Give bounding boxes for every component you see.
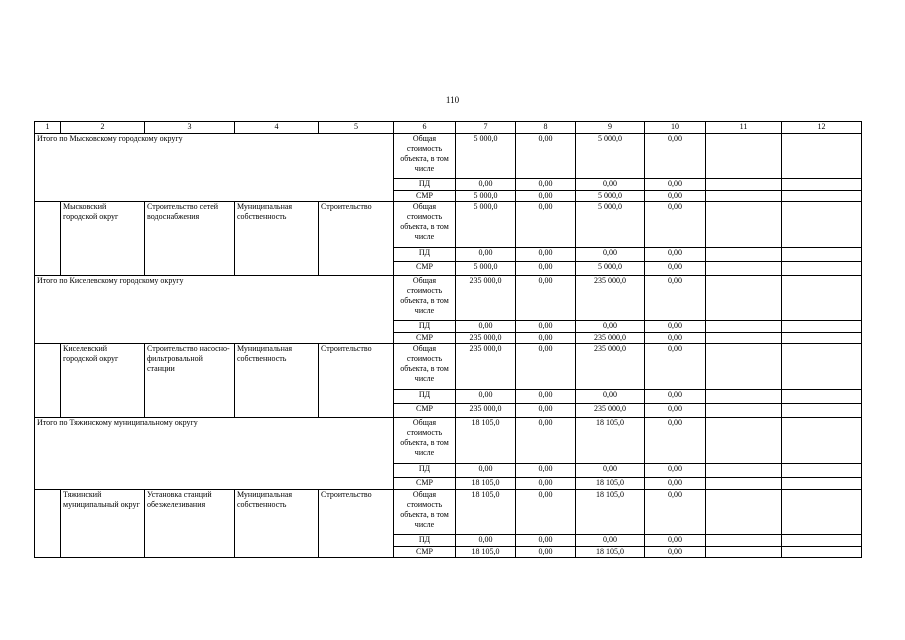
cost-type-cell: ПД: [394, 535, 456, 547]
value-col12: [782, 191, 862, 202]
value-col9: 5 000,0: [576, 191, 645, 202]
value-col12: [782, 333, 862, 344]
value-col11: [706, 333, 782, 344]
value-col7: 5 000,0: [456, 262, 516, 276]
cost-type-cell: СМР: [394, 547, 456, 558]
value-col11: [706, 321, 782, 333]
ownership-cell: Муниципальная собственность: [235, 202, 319, 276]
value-col10: 0,00: [645, 547, 706, 558]
row-index-cell: [35, 344, 61, 418]
column-number: 2: [61, 122, 145, 134]
value-col8: 0,00: [516, 321, 576, 333]
value-col12: [782, 390, 862, 404]
value-col8: 0,00: [516, 404, 576, 418]
value-col10: 0,00: [645, 333, 706, 344]
work-type-cell: Строительство: [319, 344, 394, 418]
cost-type-cell: СМР: [394, 404, 456, 418]
value-col8: 0,00: [516, 418, 576, 464]
cost-type-cell: ПД: [394, 321, 456, 333]
value-col7: 235 000,0: [456, 404, 516, 418]
cost-type-cell: ПД: [394, 179, 456, 191]
value-col7: 235 000,0: [456, 344, 516, 390]
row-index-cell: [35, 202, 61, 276]
value-col9: 18 105,0: [576, 490, 645, 535]
value-col12: [782, 478, 862, 490]
value-col9: 0,00: [576, 248, 645, 262]
value-col9: 235 000,0: [576, 333, 645, 344]
cost-type-cell: Общая стоимость объекта, в том числе: [394, 490, 456, 535]
value-col12: [782, 276, 862, 321]
value-col12: [782, 344, 862, 390]
value-col10: 0,00: [645, 404, 706, 418]
value-col12: [782, 262, 862, 276]
value-col11: [706, 248, 782, 262]
column-number: 3: [145, 122, 235, 134]
value-col9: 0,00: [576, 321, 645, 333]
value-col10: 0,00: [645, 390, 706, 404]
total-label: Итого по Киселевскому городскому округу: [35, 276, 394, 344]
table-body: [35, 122, 862, 558]
row-index-cell: [35, 490, 61, 558]
column-number: 8: [516, 122, 576, 134]
value-col7: 0,00: [456, 321, 516, 333]
value-col12: [782, 404, 862, 418]
value-col10: 0,00: [645, 464, 706, 478]
value-col8: 0,00: [516, 276, 576, 321]
value-col8: 0,00: [516, 478, 576, 490]
value-col11: [706, 276, 782, 321]
value-col10: 0,00: [645, 478, 706, 490]
value-col11: [706, 478, 782, 490]
value-col8: 0,00: [516, 248, 576, 262]
value-col9: 5 000,0: [576, 262, 645, 276]
value-col10: 0,00: [645, 418, 706, 464]
object-cell: Установка станций обезжелезивания: [145, 490, 235, 558]
object-cell: Строительство сетей водоснабжения: [145, 202, 235, 276]
cost-type-cell: Общая стоимость объекта, в том числе: [394, 134, 456, 179]
page-number: 110: [445, 95, 460, 105]
value-col7: 5 000,0: [456, 134, 516, 179]
column-number: 1: [35, 122, 61, 134]
column-number: 5: [319, 122, 394, 134]
value-col11: [706, 404, 782, 418]
value-col10: 0,00: [645, 262, 706, 276]
value-col9: 5 000,0: [576, 134, 645, 179]
value-col7: 0,00: [456, 535, 516, 547]
ownership-cell: Муниципальная собственность: [235, 344, 319, 418]
value-col11: [706, 547, 782, 558]
value-col8: 0,00: [516, 535, 576, 547]
cost-type-cell: СМР: [394, 191, 456, 202]
value-col7: 0,00: [456, 248, 516, 262]
value-col9: 0,00: [576, 464, 645, 478]
detail-row: [35, 202, 862, 248]
cost-type-cell: СМР: [394, 262, 456, 276]
value-col9: 235 000,0: [576, 404, 645, 418]
value-col11: [706, 191, 782, 202]
column-number: 6: [394, 122, 456, 134]
value-col7: 0,00: [456, 390, 516, 404]
value-col9: 18 105,0: [576, 478, 645, 490]
value-col11: [706, 490, 782, 535]
value-col10: 0,00: [645, 248, 706, 262]
value-col11: [706, 262, 782, 276]
work-type-cell: Строительство: [319, 202, 394, 276]
value-col7: 18 105,0: [456, 490, 516, 535]
cost-type-cell: СМР: [394, 333, 456, 344]
value-col10: 0,00: [645, 321, 706, 333]
value-col8: 0,00: [516, 464, 576, 478]
municipality-cell: Киселевский городской округ: [61, 344, 145, 418]
value-col8: 0,00: [516, 333, 576, 344]
value-col7: 5 000,0: [456, 191, 516, 202]
column-number: 9: [576, 122, 645, 134]
value-col10: 0,00: [645, 134, 706, 179]
value-col8: 0,00: [516, 134, 576, 179]
value-col9: 235 000,0: [576, 276, 645, 321]
value-col7: 18 105,0: [456, 547, 516, 558]
column-number: 11: [706, 122, 782, 134]
value-col9: 18 105,0: [576, 418, 645, 464]
municipality-cell: Тяжинский муниципальный округ: [61, 490, 145, 558]
value-col8: 0,00: [516, 179, 576, 191]
value-col12: [782, 321, 862, 333]
value-col12: [782, 547, 862, 558]
value-col11: [706, 202, 782, 248]
cost-type-cell: ПД: [394, 464, 456, 478]
value-col9: 0,00: [576, 390, 645, 404]
value-col11: [706, 390, 782, 404]
value-col10: 0,00: [645, 191, 706, 202]
cost-type-cell: Общая стоимость объекта, в том числе: [394, 276, 456, 321]
detail-row: [35, 344, 862, 390]
value-col10: 0,00: [645, 344, 706, 390]
value-col7: 5 000,0: [456, 202, 516, 248]
value-col11: [706, 418, 782, 464]
value-col12: [782, 202, 862, 248]
column-number: 4: [235, 122, 319, 134]
value-col10: 0,00: [645, 490, 706, 535]
value-col12: [782, 134, 862, 179]
investment-table: [34, 121, 862, 558]
value-col12: [782, 248, 862, 262]
ownership-cell: Муниципальная собственность: [235, 490, 319, 558]
value-col12: [782, 535, 862, 547]
value-col10: 0,00: [645, 535, 706, 547]
value-col11: [706, 344, 782, 390]
value-col11: [706, 535, 782, 547]
value-col7: 235 000,0: [456, 276, 516, 321]
value-col10: 0,00: [645, 202, 706, 248]
value-col11: [706, 134, 782, 179]
value-col9: 0,00: [576, 535, 645, 547]
value-col8: 0,00: [516, 262, 576, 276]
total-label: Итого по Тяжинскому муниципальному округу: [35, 418, 394, 490]
value-col8: 0,00: [516, 390, 576, 404]
object-cell: Строительство насосно-фильтровальной станции: [145, 344, 235, 418]
value-col8: 0,00: [516, 202, 576, 248]
column-number: 12: [782, 122, 862, 134]
value-col9: 5 000,0: [576, 202, 645, 248]
value-col10: 0,00: [645, 276, 706, 321]
value-col8: 0,00: [516, 490, 576, 535]
municipality-cell: Мысковский городской округ: [61, 202, 145, 276]
cost-type-cell: Общая стоимость объекта, в том числе: [394, 418, 456, 464]
value-col7: 0,00: [456, 179, 516, 191]
value-col8: 0,00: [516, 191, 576, 202]
total-label: Итого по Мысковскому городскому округу: [35, 134, 394, 202]
cost-type-cell: ПД: [394, 390, 456, 404]
total-row: [35, 276, 862, 321]
cost-type-cell: ПД: [394, 248, 456, 262]
value-col12: [782, 464, 862, 478]
cost-type-cell: СМР: [394, 478, 456, 490]
value-col12: [782, 490, 862, 535]
value-col11: [706, 179, 782, 191]
value-col7: 18 105,0: [456, 478, 516, 490]
value-col7: 0,00: [456, 464, 516, 478]
value-col11: [706, 464, 782, 478]
value-col12: [782, 179, 862, 191]
work-type-cell: Строительство: [319, 490, 394, 558]
column-number-row: [35, 122, 862, 134]
value-col12: [782, 418, 862, 464]
column-number: 10: [645, 122, 706, 134]
value-col8: 0,00: [516, 344, 576, 390]
value-col7: 18 105,0: [456, 418, 516, 464]
column-number: 7: [456, 122, 516, 134]
value-col10: 0,00: [645, 179, 706, 191]
cost-type-cell: Общая стоимость объекта, в том числе: [394, 344, 456, 390]
value-col9: 18 105,0: [576, 547, 645, 558]
value-col7: 235 000,0: [456, 333, 516, 344]
value-col8: 0,00: [516, 547, 576, 558]
value-col9: 235 000,0: [576, 344, 645, 390]
detail-row: [35, 490, 862, 535]
total-row: [35, 134, 862, 179]
total-row: [35, 418, 862, 464]
cost-type-cell: Общая стоимость объекта, в том числе: [394, 202, 456, 248]
value-col9: 0,00: [576, 179, 645, 191]
